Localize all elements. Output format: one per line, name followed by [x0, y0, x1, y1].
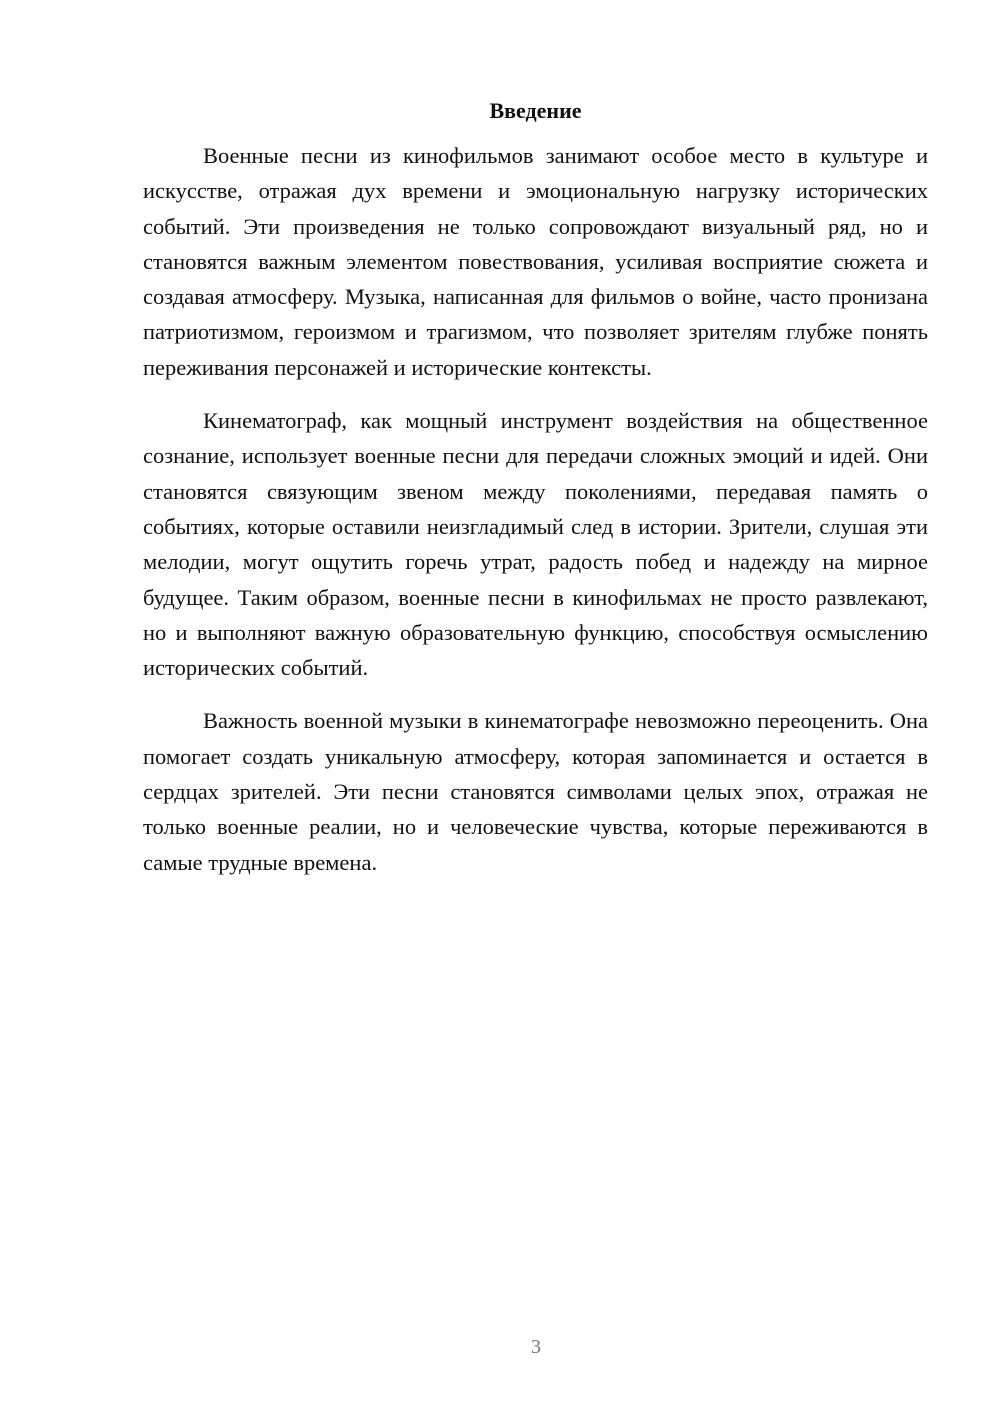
section-heading: Введение: [489, 98, 582, 123]
paragraph-1: Военные песни из кинофильмов занимают особое место в культуре и искусстве, отражая дух времени и эмоциональную нагрузку исторических событий. Эти произведения не только сопровождают визуальный ряд, но и становятся важным элементом повествования, усиливая восприятие сюжета и создавая атмосферу. Музыка, написанная для фильмов о войне, часто пронизана патриотизмом, героизмом и трагизмом, что позволяет зрителям глубже понять переживания персонажей и исторические контексты.: [143, 143, 928, 380]
page-content: [143, 96, 928, 880]
page-number: 3: [531, 1336, 541, 1358]
paragraph-3: Важность военной музыки в кинематографе невозможно переоценить. Она помогает создать уникальную атмосферу, которая запоминается и остается в сердцах зрителей. Эти песни становятся символами целых эпох, отражая не только военные реалии, но и человеческие чувства, которые переживаются в самые трудные времена.: [143, 708, 928, 875]
paragraph-2: Кинематограф, как мощный инструмент воздействия на общественное сознание, использует военные песни для передачи сложных эмоций и идей. Они становятся связующим звеном между поколениями, передавая память о событиях, которые оставили неизгладимый след в истории. Зрители, слушая эти мелодии, могут ощутить горечь утрат, радость побед и надежду на мирное будущее. Таким образом, военные песни в кинофильмах не просто развлекают, но и выполняют важную образовательную функцию, способствуя осмыслению исторических событий.: [143, 408, 928, 681]
